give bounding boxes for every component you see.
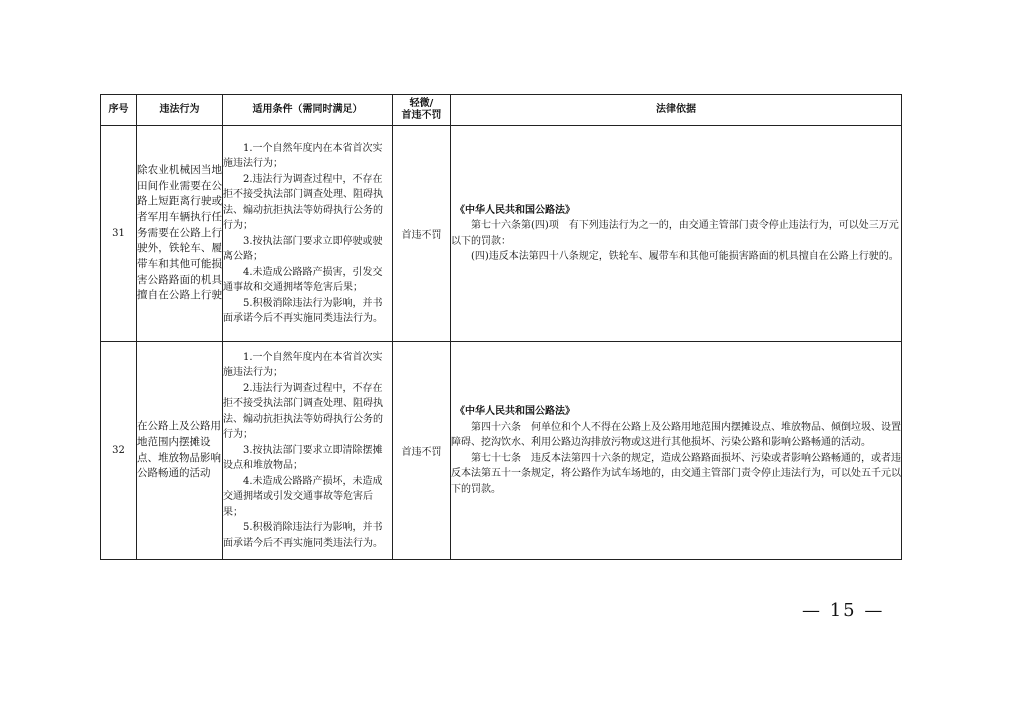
condition-item: 4.未造成公路路产损害，引发交通事故和交通拥堵等危害后果； [223,266,383,293]
condition-item: 5.积极消除违法行为影响，并书面承诺今后不再实施同类违法行为。 [223,522,383,549]
condition-item: 2.违法行为调查过程中，不存在拒不接受执法部门调查处理、阻碍执法、煽动抗拒执法等妨碍执行公务的行为； [223,173,383,231]
law-title: 《中华人民共和国公路法》 [455,204,575,216]
law-paragraph: (四)违反本法第四十八条规定，铁轮车、履带车和其他可能损害路面的机具擅自在公路上行驶的。 [471,251,899,262]
condition-item: 4.未造成公路路产损坏，未造成交通拥堵或引发交通事故等危害后果； [223,475,383,518]
header-law: 法律依据 [451,95,902,126]
condition-item: 1.一个自然年度内在本省首次实施违法行为； [223,351,383,379]
law-paragraph: 第七十七条 违反本法第四十六条的规定，造成公路路面损坏、污染或者影响公路畅通的，或者违反本法第五十一条规定，将公路作为试车场地的，由交通主管部门责令停止违法行为，可以处五千元以下的罚款。 [451,452,901,495]
regulation-table [100,94,902,560]
header-act: 违法行为 [137,95,223,126]
header-penalty-line2: 首违不罚 [401,110,442,121]
page-number: — 15 — [802,600,885,621]
penalty-type: 首违不罚 [393,342,451,560]
header-penalty-line1: 轻微/ [409,98,434,109]
table-header-row [101,95,902,126]
condition-item: 5.积极消除违法行为影响，并书面承诺今后不再实施同类违法行为。 [223,297,383,324]
condition-item: 2.违法行为调查过程中，不存在拒不接受执法部门调查处理、阻碍执法、煽动抗拒执法等妨碍执行公务的行为； [223,382,383,441]
law-title: 《中华人民共和国公路法》 [455,406,575,417]
header-no: 序号 [101,95,137,126]
condition-item: 3.按执法部门要求立即清除摆摊设点和堆放物品； [223,444,383,472]
law-paragraph: 第四十六条 何单位和个人不得在公路上及公路用地范围内摆摊设点、堆放物品、倾倒垃圾、设置障碍、挖沟饮水、利用公路边沟排放污物或这进行其他损坏、污染公路和影响公路畅通的活动。 [451,421,901,448]
law-paragraph: 第七十六条第(四)项 有下列违法行为之一的，由交通主管部门责令停止违法行为，可以处三万元以下的罚款： [451,220,899,247]
table-row [101,342,902,560]
penalty-type: 首违不罚 [393,126,451,342]
header-penalty [393,95,451,126]
table-row [101,126,902,342]
row-number: 31 [101,126,137,342]
violation-act: 除农业机械因当地田间作业需要在公路上短距离行驶或者军用车辆执行任务需要在公路上行驶外，铁轮车、履带车和其他可能损害公路路面的机具擅自在公路上行驶 [137,126,223,342]
header-cond: 适用条件（需同时满足） [223,95,393,126]
legal-basis-cell [451,126,902,342]
legal-basis-cell [451,342,902,560]
row-number: 32 [101,342,137,560]
condition-item: 1.一个自然年度内在本省首次实施违法行为； [223,142,383,169]
conditions-cell [223,126,393,342]
violation-act: 在公路上及公路用地范围内摆摊设点、堆放物品影响公路畅通的活动 [137,342,223,560]
conditions-cell [223,342,393,560]
condition-item: 3.按执法部门要求立即停驶或驶离公路； [223,235,383,262]
